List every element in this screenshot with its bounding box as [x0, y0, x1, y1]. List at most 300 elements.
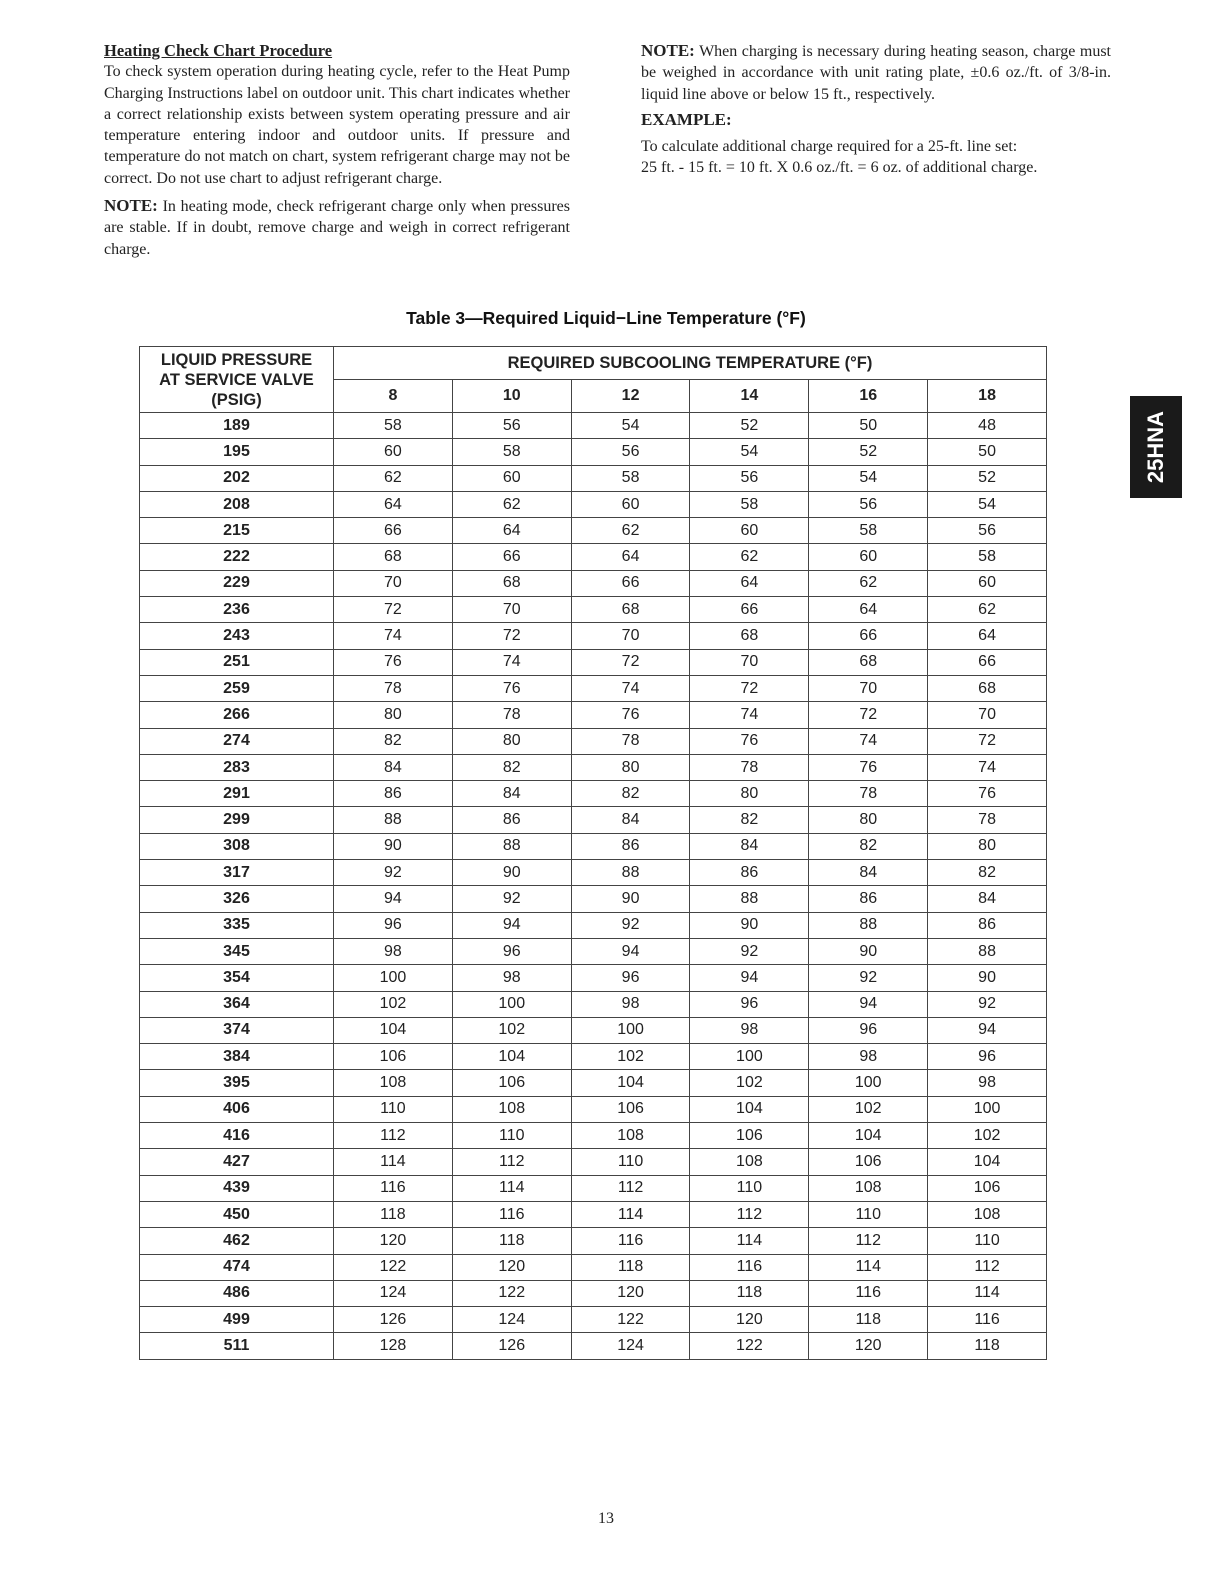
- temperature-cell: 78: [928, 807, 1047, 833]
- table-row: [140, 518, 1047, 544]
- temperature-cell: 82: [928, 860, 1047, 886]
- temperature-cell: 80: [334, 702, 453, 728]
- temperature-cell: 98: [571, 991, 690, 1017]
- temperature-cell: 90: [690, 912, 809, 938]
- temperature-cell: 124: [334, 1280, 453, 1306]
- temperature-cell: 102: [334, 991, 453, 1017]
- temperature-cell: 104: [452, 1044, 571, 1070]
- temperature-cell: 86: [334, 781, 453, 807]
- temperature-cell: 66: [690, 597, 809, 623]
- temperature-cell: 72: [571, 649, 690, 675]
- page-number: 13: [598, 1510, 614, 1527]
- temperature-cell: 94: [452, 912, 571, 938]
- temperature-cell: 62: [809, 570, 928, 596]
- pressure-cell: 299: [140, 807, 334, 833]
- subcooling-column-header: 16: [809, 380, 928, 413]
- temperature-cell: 102: [452, 1017, 571, 1043]
- section-heading: Heating Check Chart Procedure: [104, 41, 333, 60]
- table-row: [140, 702, 1047, 728]
- temperature-cell: 124: [452, 1307, 571, 1333]
- temperature-cell: 92: [690, 938, 809, 964]
- temperature-cell: 94: [809, 991, 928, 1017]
- pressure-cell: 189: [140, 413, 334, 439]
- temperature-cell: 108: [452, 1096, 571, 1122]
- temperature-cell: 80: [928, 833, 1047, 859]
- temperature-cell: 66: [809, 623, 928, 649]
- table-row: [140, 649, 1047, 675]
- temperature-cell: 60: [334, 439, 453, 465]
- table-row: [140, 860, 1047, 886]
- temperature-cell: 58: [571, 465, 690, 491]
- temperature-cell: 78: [452, 702, 571, 728]
- pressure-cell: 406: [140, 1096, 334, 1122]
- temperature-cell: 94: [690, 965, 809, 991]
- pressure-cell: 317: [140, 860, 334, 886]
- liquid-line-temperature-table: [139, 346, 1047, 1360]
- pressure-cell: 395: [140, 1070, 334, 1096]
- temperature-cell: 54: [690, 439, 809, 465]
- temperature-cell: 96: [452, 938, 571, 964]
- temperature-cell: 82: [690, 807, 809, 833]
- pressure-cell: 416: [140, 1123, 334, 1149]
- temperature-cell: 60: [690, 518, 809, 544]
- temperature-cell: 104: [690, 1096, 809, 1122]
- table-row: [140, 439, 1047, 465]
- temperature-cell: 64: [928, 623, 1047, 649]
- temperature-cell: 60: [452, 465, 571, 491]
- table-row: [140, 938, 1047, 964]
- temperature-cell: 86: [809, 886, 928, 912]
- table-row: [140, 597, 1047, 623]
- temperature-cell: 74: [452, 649, 571, 675]
- pressure-cell: 291: [140, 781, 334, 807]
- temperature-cell: 66: [928, 649, 1047, 675]
- temperature-cell: 106: [452, 1070, 571, 1096]
- temperature-cell: 68: [690, 623, 809, 649]
- note-label: NOTE:: [104, 196, 158, 216]
- temperature-cell: 90: [928, 965, 1047, 991]
- temperature-cell: 112: [809, 1228, 928, 1254]
- pressure-cell: 462: [140, 1228, 334, 1254]
- temperature-cell: 94: [334, 886, 453, 912]
- temperature-cell: 52: [809, 439, 928, 465]
- temperature-cell: 92: [928, 991, 1047, 1017]
- temperature-cell: 98: [452, 965, 571, 991]
- temperature-cell: 100: [809, 1070, 928, 1096]
- temperature-cell: 114: [571, 1201, 690, 1227]
- temperature-cell: 94: [571, 938, 690, 964]
- temperature-cell: 118: [334, 1201, 453, 1227]
- table-row: [140, 1333, 1047, 1359]
- temperature-cell: 80: [690, 781, 809, 807]
- temperature-cell: 78: [809, 781, 928, 807]
- temperature-cell: 122: [571, 1307, 690, 1333]
- table-row: [140, 413, 1047, 439]
- temperature-cell: 108: [690, 1149, 809, 1175]
- temperature-cell: 110: [571, 1149, 690, 1175]
- temperature-cell: 88: [690, 886, 809, 912]
- temperature-cell: 90: [809, 938, 928, 964]
- temperature-cell: 60: [928, 570, 1047, 596]
- temperature-cell: 76: [809, 754, 928, 780]
- temperature-cell: 114: [809, 1254, 928, 1280]
- temperature-cell: 84: [571, 807, 690, 833]
- pressure-column-header: [140, 347, 334, 413]
- temperature-cell: 64: [809, 597, 928, 623]
- temperature-cell: 128: [334, 1333, 453, 1359]
- temperature-cell: 92: [452, 886, 571, 912]
- model-side-tab-label: 25HNA: [1143, 410, 1169, 484]
- pressure-cell: 335: [140, 912, 334, 938]
- table-row: [140, 833, 1047, 859]
- temperature-cell: 124: [571, 1333, 690, 1359]
- temperature-cell: 80: [809, 807, 928, 833]
- temperature-cell: 104: [928, 1149, 1047, 1175]
- model-side-tab: [1130, 396, 1182, 498]
- temperature-cell: 90: [334, 833, 453, 859]
- pressure-cell: 251: [140, 649, 334, 675]
- temperature-cell: 84: [928, 886, 1047, 912]
- example-line: 25 ft. - 15 ft. = 10 ft. X 0.6 oz./ft. = 6 oz. of additional charge.: [641, 159, 1038, 177]
- pressure-cell: 374: [140, 1017, 334, 1043]
- temperature-cell: 120: [452, 1254, 571, 1280]
- temperature-cell: 80: [452, 728, 571, 754]
- temperature-cell: 96: [334, 912, 453, 938]
- temperature-cell: 56: [928, 518, 1047, 544]
- temperature-cell: 88: [452, 833, 571, 859]
- temperature-cell: 116: [571, 1228, 690, 1254]
- table-row: [140, 1175, 1047, 1201]
- temperature-cell: 102: [571, 1044, 690, 1070]
- note-label: NOTE:: [641, 41, 695, 60]
- temperature-cell: 106: [334, 1044, 453, 1070]
- temperature-cell: 84: [690, 833, 809, 859]
- table-row: [140, 570, 1047, 596]
- temperature-cell: 68: [452, 570, 571, 596]
- temperature-cell: 76: [928, 781, 1047, 807]
- temperature-cell: 100: [452, 991, 571, 1017]
- pressure-header-line: AT SERVICE VALVE: [159, 370, 314, 389]
- pressure-cell: 511: [140, 1333, 334, 1359]
- temperature-cell: 100: [571, 1017, 690, 1043]
- temperature-cell: 70: [334, 570, 453, 596]
- left-column: [104, 40, 570, 260]
- temperature-cell: 72: [452, 623, 571, 649]
- temperature-cell: 62: [690, 544, 809, 570]
- temperature-cell: 96: [928, 1044, 1047, 1070]
- table-row: [140, 1070, 1047, 1096]
- temperature-cell: 78: [571, 728, 690, 754]
- temperature-cell: 106: [571, 1096, 690, 1122]
- temperature-cell: 100: [690, 1044, 809, 1070]
- note-text: When charging is necessary during heating season, charge must be weighed in accordance with unit rating plate, ±0.6 oz./ft. of 3/8-in. liquid line above or below 15 ft., respectively.: [641, 43, 1111, 103]
- temperature-cell: 126: [452, 1333, 571, 1359]
- temperature-cell: 66: [334, 518, 453, 544]
- temperature-cell: 116: [334, 1175, 453, 1201]
- temperature-cell: 86: [690, 860, 809, 886]
- table-row: [140, 886, 1047, 912]
- temperature-cell: 96: [690, 991, 809, 1017]
- subcooling-column-header: 18: [928, 380, 1047, 413]
- table-row: [140, 1307, 1047, 1333]
- temperature-cell: 66: [571, 570, 690, 596]
- pressure-cell: 222: [140, 544, 334, 570]
- temperature-cell: 106: [809, 1149, 928, 1175]
- temperature-cell: 72: [809, 702, 928, 728]
- temperature-cell: 116: [690, 1254, 809, 1280]
- temperature-cell: 64: [452, 518, 571, 544]
- temperature-cell: 64: [571, 544, 690, 570]
- temperature-cell: 106: [690, 1123, 809, 1149]
- temperature-cell: 68: [334, 544, 453, 570]
- subcooling-column-header: 12: [571, 380, 690, 413]
- temperature-cell: 76: [571, 702, 690, 728]
- table-row: [140, 491, 1047, 517]
- temperature-cell: 56: [809, 491, 928, 517]
- subcooling-column-header: 8: [334, 380, 453, 413]
- table-row: [140, 1254, 1047, 1280]
- temperature-cell: 74: [928, 754, 1047, 780]
- temperature-cell: 68: [928, 675, 1047, 701]
- temperature-cell: 120: [334, 1228, 453, 1254]
- table-row: [140, 544, 1047, 570]
- temperature-cell: 106: [928, 1175, 1047, 1201]
- temperature-cell: 116: [809, 1280, 928, 1306]
- subcooling-header: REQUIRED SUBCOOLING TEMPERATURE (°F): [334, 347, 1047, 380]
- temperature-cell: 120: [571, 1280, 690, 1306]
- table-row: [140, 1044, 1047, 1070]
- temperature-cell: 76: [334, 649, 453, 675]
- pressure-cell: 384: [140, 1044, 334, 1070]
- pressure-header-line: (PSIG): [211, 390, 262, 409]
- table-row: [140, 781, 1047, 807]
- temperature-cell: 76: [690, 728, 809, 754]
- temperature-cell: 114: [690, 1228, 809, 1254]
- temperature-cell: 62: [571, 518, 690, 544]
- temperature-cell: 100: [334, 965, 453, 991]
- temperature-cell: 70: [809, 675, 928, 701]
- temperature-cell: 114: [928, 1280, 1047, 1306]
- temperature-cell: 98: [334, 938, 453, 964]
- temperature-cell: 122: [334, 1254, 453, 1280]
- temperature-cell: 86: [571, 833, 690, 859]
- table-row: [140, 1228, 1047, 1254]
- temperature-cell: 126: [334, 1307, 453, 1333]
- table-row: [140, 754, 1047, 780]
- temperature-cell: 54: [809, 465, 928, 491]
- temperature-cell: 108: [571, 1123, 690, 1149]
- temperature-cell: 112: [571, 1175, 690, 1201]
- temperature-cell: 110: [334, 1096, 453, 1122]
- temperature-cell: 110: [690, 1175, 809, 1201]
- temperature-cell: 118: [452, 1228, 571, 1254]
- pressure-cell: 274: [140, 728, 334, 754]
- example-label: EXAMPLE:: [641, 109, 732, 129]
- pressure-cell: 450: [140, 1201, 334, 1227]
- temperature-cell: 102: [928, 1123, 1047, 1149]
- temperature-cell: 78: [334, 675, 453, 701]
- temperature-cell: 90: [452, 860, 571, 886]
- temperature-cell: 110: [452, 1123, 571, 1149]
- temperature-cell: 88: [571, 860, 690, 886]
- table-row: [140, 807, 1047, 833]
- temperature-cell: 114: [452, 1175, 571, 1201]
- temperature-cell: 58: [452, 439, 571, 465]
- pressure-cell: 243: [140, 623, 334, 649]
- temperature-cell: 116: [452, 1201, 571, 1227]
- pressure-cell: 354: [140, 965, 334, 991]
- note-text: In heating mode, check refrigerant charge only when pressures are stable. If in doubt, remove charge and weigh in correct refrigerant charge.: [104, 198, 571, 258]
- temperature-cell: 72: [334, 597, 453, 623]
- temperature-cell: 60: [571, 491, 690, 517]
- temperature-cell: 88: [809, 912, 928, 938]
- temperature-cell: 102: [809, 1096, 928, 1122]
- pressure-cell: 345: [140, 938, 334, 964]
- temperature-cell: 82: [452, 754, 571, 780]
- pressure-cell: 283: [140, 754, 334, 780]
- table-body: [140, 413, 1047, 1360]
- temperature-cell: 122: [690, 1333, 809, 1359]
- temperature-cell: 54: [571, 413, 690, 439]
- temperature-cell: 58: [928, 544, 1047, 570]
- temperature-cell: 108: [334, 1070, 453, 1096]
- temperature-cell: 84: [452, 781, 571, 807]
- temperature-cell: 104: [571, 1070, 690, 1096]
- temperature-cell: 60: [809, 544, 928, 570]
- pressure-cell: 427: [140, 1149, 334, 1175]
- temperature-cell: 68: [571, 597, 690, 623]
- temperature-cell: 104: [809, 1123, 928, 1149]
- pressure-cell: 202: [140, 465, 334, 491]
- temperature-cell: 78: [690, 754, 809, 780]
- table-row: [140, 1017, 1047, 1043]
- pressure-cell: 259: [140, 675, 334, 701]
- subcooling-column-header: 10: [452, 380, 571, 413]
- temperature-cell: 100: [928, 1096, 1047, 1122]
- note-paragraph: [104, 195, 570, 260]
- right-column: [641, 40, 1111, 179]
- table-row: [140, 728, 1047, 754]
- table-title: Table 3—Required Liquid−Line Temperature (°F): [406, 308, 806, 328]
- pressure-header-line: LIQUID PRESSURE: [160, 350, 313, 369]
- temperature-cell: 80: [571, 754, 690, 780]
- example-line: To calculate additional charge required for a 25-ft. line set:: [641, 138, 1018, 156]
- temperature-cell: 82: [571, 781, 690, 807]
- temperature-cell: 108: [928, 1201, 1047, 1227]
- temperature-cell: 72: [690, 675, 809, 701]
- temperature-cell: 50: [809, 413, 928, 439]
- pressure-cell: 474: [140, 1254, 334, 1280]
- pressure-cell: 308: [140, 833, 334, 859]
- temperature-cell: 118: [571, 1254, 690, 1280]
- temperature-cell: 48: [928, 413, 1047, 439]
- table-row: [140, 1201, 1047, 1227]
- table-row: [140, 1280, 1047, 1306]
- table-row: [140, 465, 1047, 491]
- temperature-cell: 118: [928, 1333, 1047, 1359]
- temperature-cell: 68: [809, 649, 928, 675]
- subcooling-column-header: 14: [690, 380, 809, 413]
- temperature-cell: 64: [690, 570, 809, 596]
- procedure-paragraph: To check system operation during heating cycle, refer to the Heat Pump Charging Instructions label on outdoor unit. This chart indicates whether a correct relationship exists between system operating pressure and air temperature entering indoor and outdoor units. If pressure and temperature do not match on chart, system refrigerant charge may not be correct. Do not use chart to adjust refrigerant charge.: [104, 63, 570, 187]
- temperature-cell: 74: [690, 702, 809, 728]
- temperature-cell: 98: [690, 1017, 809, 1043]
- temperature-cell: 54: [928, 491, 1047, 517]
- temperature-cell: 122: [452, 1280, 571, 1306]
- temperature-cell: 58: [809, 518, 928, 544]
- temperature-cell: 112: [334, 1123, 453, 1149]
- temperature-cell: 56: [571, 439, 690, 465]
- temperature-cell: 50: [928, 439, 1047, 465]
- pressure-cell: 208: [140, 491, 334, 517]
- temperature-cell: 96: [809, 1017, 928, 1043]
- temperature-cell: 98: [809, 1044, 928, 1070]
- table-row: [140, 1123, 1047, 1149]
- temperature-cell: 62: [928, 597, 1047, 623]
- temperature-cell: 118: [690, 1280, 809, 1306]
- temperature-cell: 92: [334, 860, 453, 886]
- note-paragraph: [641, 40, 1111, 105]
- temperature-cell: 86: [928, 912, 1047, 938]
- temperature-cell: 62: [452, 491, 571, 517]
- temperature-cell: 84: [809, 860, 928, 886]
- temperature-cell: 116: [928, 1307, 1047, 1333]
- temperature-cell: 112: [452, 1149, 571, 1175]
- temperature-cell: 84: [334, 754, 453, 780]
- temperature-cell: 58: [334, 413, 453, 439]
- pressure-cell: 236: [140, 597, 334, 623]
- temperature-cell: 74: [809, 728, 928, 754]
- temperature-cell: 94: [928, 1017, 1047, 1043]
- pressure-cell: 215: [140, 518, 334, 544]
- temperature-cell: 72: [928, 728, 1047, 754]
- temperature-cell: 110: [809, 1201, 928, 1227]
- temperature-cell: 70: [928, 702, 1047, 728]
- temperature-cell: 92: [571, 912, 690, 938]
- temperature-cell: 108: [809, 1175, 928, 1201]
- pressure-cell: 439: [140, 1175, 334, 1201]
- temperature-cell: 110: [928, 1228, 1047, 1254]
- temperature-cell: 82: [334, 728, 453, 754]
- temperature-cell: 98: [928, 1070, 1047, 1096]
- temperature-cell: 82: [809, 833, 928, 859]
- temperature-cell: 76: [452, 675, 571, 701]
- temperature-cell: 70: [452, 597, 571, 623]
- pressure-cell: 229: [140, 570, 334, 596]
- temperature-cell: 96: [571, 965, 690, 991]
- temperature-cell: 56: [690, 465, 809, 491]
- temperature-cell: 66: [452, 544, 571, 570]
- pressure-cell: 499: [140, 1307, 334, 1333]
- temperature-cell: 70: [690, 649, 809, 675]
- temperature-cell: 64: [334, 491, 453, 517]
- temperature-cell: 120: [809, 1333, 928, 1359]
- pressure-cell: 326: [140, 886, 334, 912]
- temperature-cell: 74: [571, 675, 690, 701]
- table-row: [140, 675, 1047, 701]
- temperature-cell: 74: [334, 623, 453, 649]
- temperature-cell: 88: [334, 807, 453, 833]
- table-row: [140, 991, 1047, 1017]
- table-row: [140, 1096, 1047, 1122]
- temperature-cell: 118: [809, 1307, 928, 1333]
- temperature-cell: 88: [928, 938, 1047, 964]
- temperature-cell: 120: [690, 1307, 809, 1333]
- temperature-cell: 112: [928, 1254, 1047, 1280]
- table-row: [140, 912, 1047, 938]
- temperature-cell: 70: [571, 623, 690, 649]
- temperature-cell: 112: [690, 1201, 809, 1227]
